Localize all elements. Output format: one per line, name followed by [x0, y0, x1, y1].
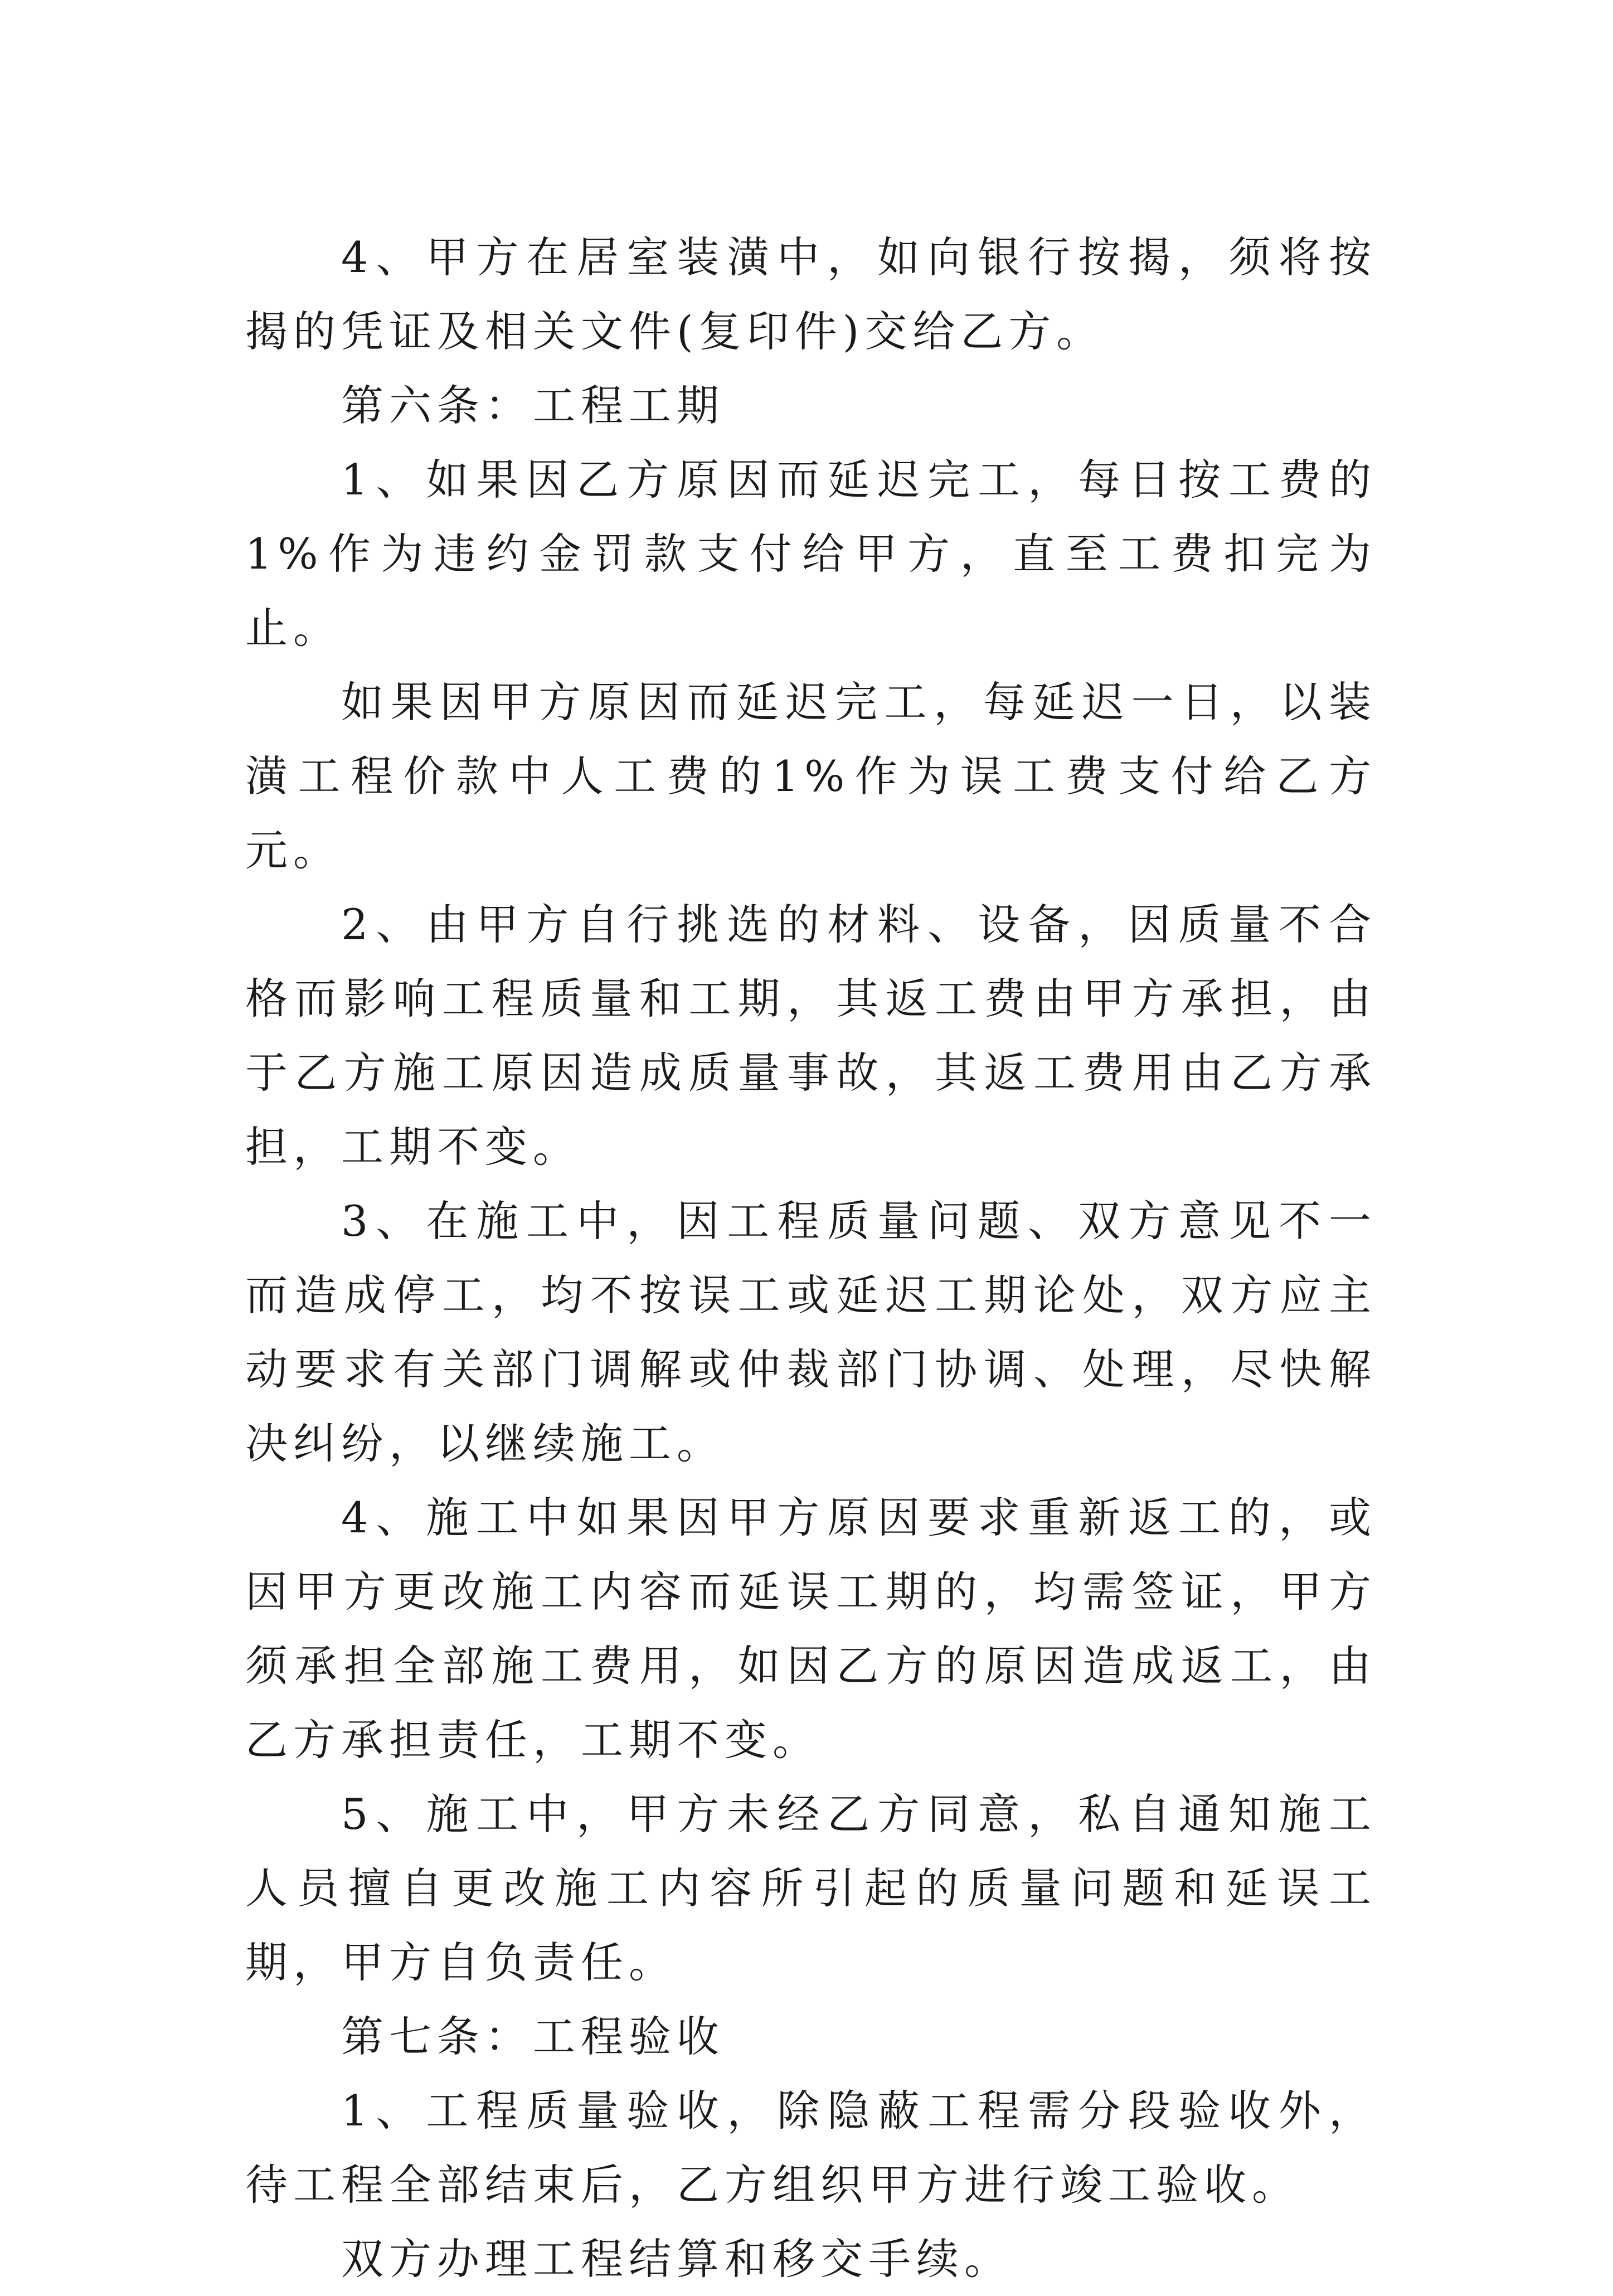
heading-article-6: 第六条：工程工期: [341, 381, 725, 430]
paragraph-clause-5-item-4: 4、甲方在居室装潢中，如向银行按揭，须将按揭的凭证及相关文件(复印件)交给乙方。: [245, 232, 1377, 356]
paragraph-article-7-item-1-cont: 双方办理工程结算和移交手续。: [341, 2234, 1012, 2284]
heading-article-7: 第七条：工程验收: [341, 2012, 725, 2061]
paragraph-article-7-item-1: 1、工程质量验收，除隐蔽工程需分段验收外，待工程全部结束后，乙方组织甲方进行竣工验收。: [245, 2086, 1377, 2210]
paragraph-article-6-item-4: 4、施工中如果因甲方原因要求重新返工的，或因甲方更改施工内容而延误工期的，均需签证，甲方须承担全部施工费用，如因乙方的原因造成返工，由乙方承担责任，工期不变。: [245, 1493, 1377, 1765]
paragraph-article-6-item-5: 5、施工中，甲方未经乙方同意，私自通知施工人员擅自更改施工内容所引起的质量问题和延误工期，甲方自负责任。: [245, 1789, 1377, 1987]
paragraph-article-6-item-2: 2、由甲方自行挑选的材料、设备，因质量不合格而影响工程质量和工期，其返工费由甲方承担，由于乙方施工原因造成质量事故，其返工费用由乙方承担，工期不变。: [245, 900, 1377, 1172]
document-body: [245, 220, 1377, 2296]
paragraph-article-6-item-1: 1、如果因乙方原因而延迟完工，每日按工费的1%作为违约金罚款支付给甲方，直至工费扣完为止。: [245, 455, 1377, 653]
paragraph-article-6-item-3: 3、在施工中，因工程质量问题、双方意见不一而造成停工，均不按误工或延迟工期论处，双方应主动要求有关部门调解或仲裁部门协调、处理，尽快解决纠纷，以继续施工。: [245, 1196, 1377, 1468]
paragraph-article-6-item-1-cont: 如果因甲方原因而延迟完工，每延迟一日，以装潢工程价款中人工费的1%作为误工费支付给乙方元。: [245, 677, 1377, 875]
